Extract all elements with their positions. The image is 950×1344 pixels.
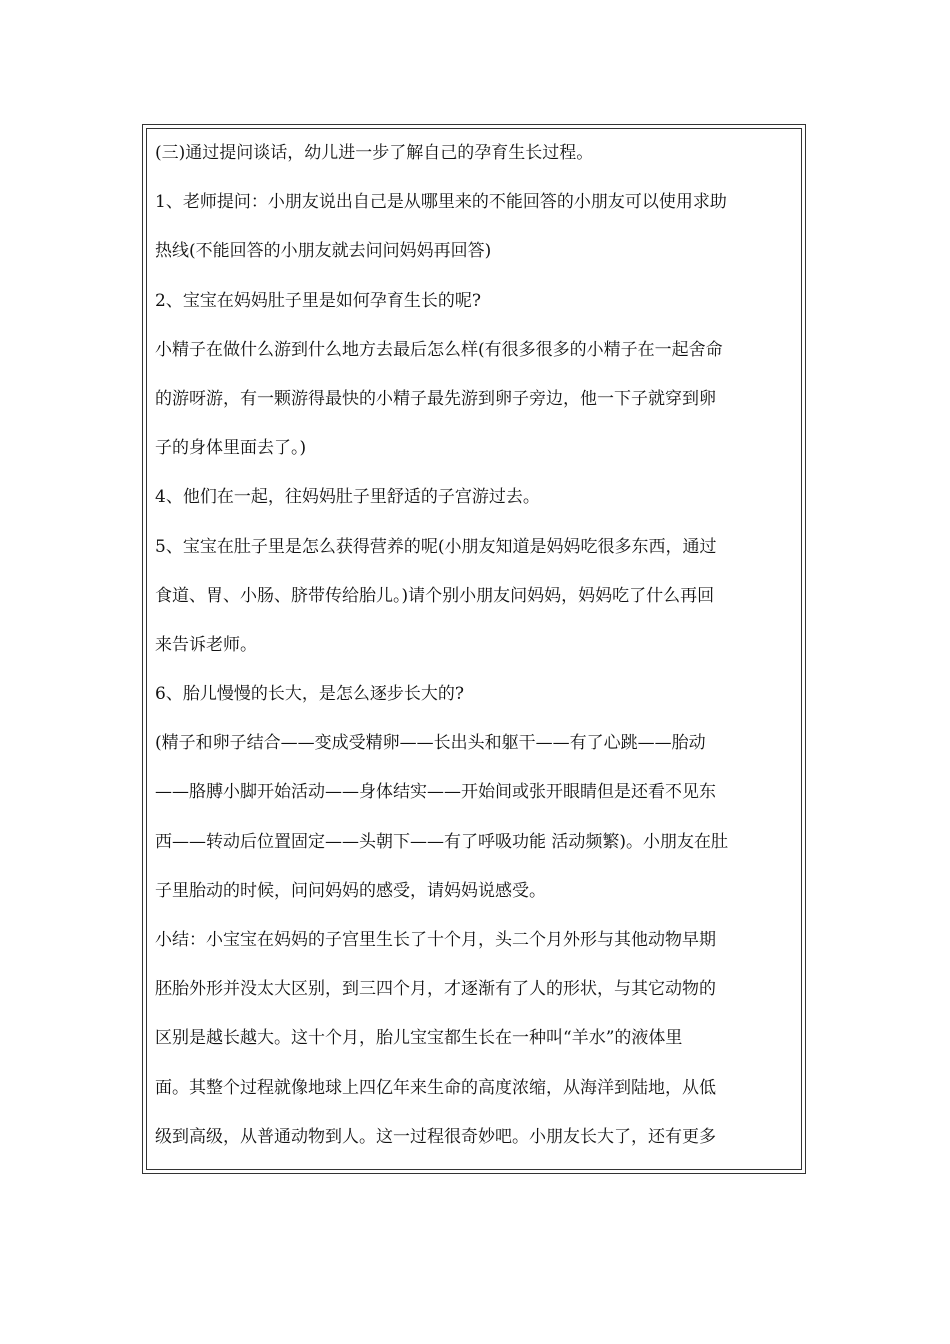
text-line: 1、老师提问：小朋友说出自己是从哪里来的不能回答的小朋友可以使用求助 xyxy=(155,192,727,213)
text-line: 2、宝宝在妈妈肚子里是如何孕育生长的呢? xyxy=(155,290,481,311)
text-line: 5、宝宝在肚子里是怎么获得营养的呢(小朋友知道是妈妈吃很多东西，通过 xyxy=(155,536,717,557)
text-line: 来告诉老师。 xyxy=(155,634,257,655)
text-line: 小结：小宝宝在妈妈的子宫里生长了十个月，头二个月外形与其他动物早期 xyxy=(155,930,716,950)
text-line: 子的身体里面去了。) xyxy=(155,438,307,459)
text-line: 西——转动后位置固定——头朝下——有了呼吸功能 活动频繁)。小朋友在肚 xyxy=(155,831,729,852)
text-line: 6、胎儿慢慢的长大，是怎么逐步长大的? xyxy=(155,684,464,705)
text-line: (精子和卵子结合——变成受精卵——长出头和躯干——有了心跳——胎动 xyxy=(155,733,706,754)
bordered-text-box xyxy=(142,124,806,1174)
text-line: 的游呀游，有一颗游得最快的小精子最先游到卵子旁边，他一下子就穿到卵 xyxy=(155,388,716,409)
text-line: 小精子在做什么游到什么地方去最后怎么样(有很多很多的小精子在一起舍命 xyxy=(155,339,723,360)
text-line: 区别是越长越大。这十个月，胎儿宝宝都生长在一种叫“羊水”的液体里 xyxy=(155,1028,683,1049)
text-line: 面。其整个过程就像地球上四亿年来生命的高度浓缩，从海洋到陆地，从低 xyxy=(155,1077,716,1098)
text-line: ——胳膊小脚开始活动——身体结实——开始间或张开眼睛但是还看不见东 xyxy=(155,782,716,803)
document-body xyxy=(155,141,797,1162)
text-line: 子里胎动的时候，问问妈妈的感受，请妈妈说感受。 xyxy=(155,880,546,901)
text-line: 4、他们在一起，往妈妈肚子里舒适的子宫游过去。 xyxy=(155,487,540,508)
text-line: 热线(不能回答的小朋友就去问问妈妈再回答) xyxy=(155,241,492,262)
text-line: (三)通过提问谈话，幼儿进一步了解自己的孕育生长过程。 xyxy=(155,143,594,163)
text-line: 胚胎外形并没太大区别，到三四个月，才逐渐有了人的形状，与其它动物的 xyxy=(155,979,716,1000)
text-line: 级到高级，从普通动物到人。这一过程很奇妙吧。小朋友长大了，还有更多 xyxy=(155,1126,716,1147)
text-line: 食道、胃、小肠、脐带传给胎儿。)请个别小朋友问妈妈，妈妈吃了什么再回 xyxy=(155,585,715,606)
bordered-text-box-inner xyxy=(146,128,802,1170)
